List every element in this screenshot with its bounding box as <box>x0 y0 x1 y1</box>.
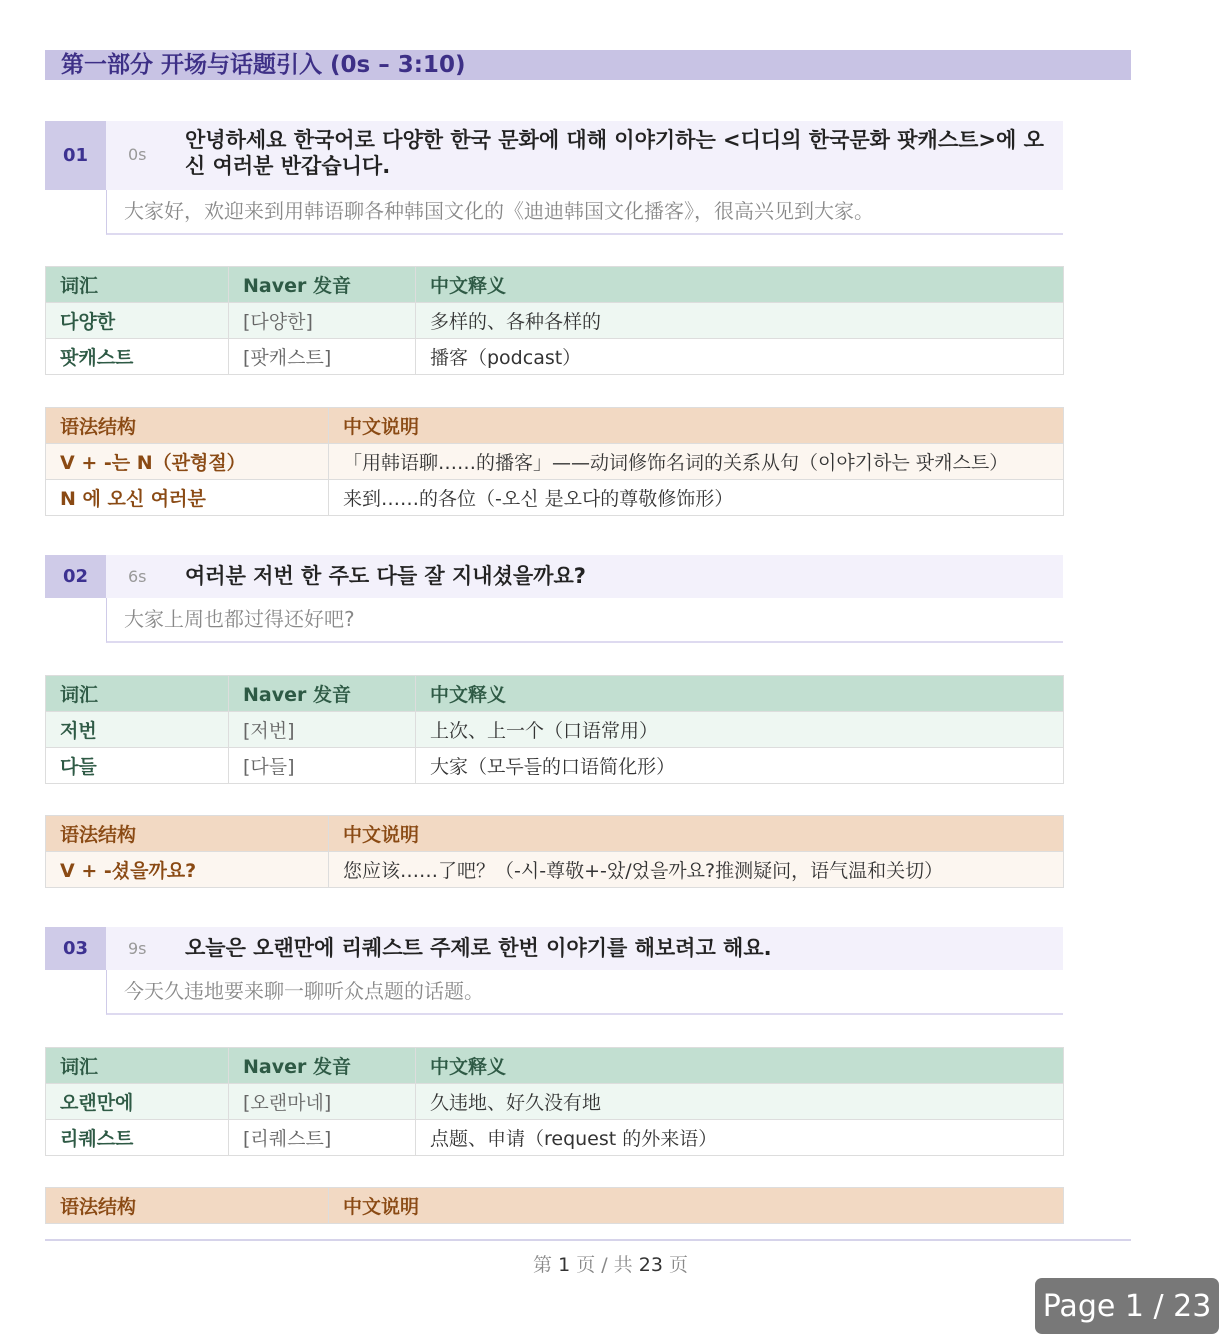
header-cell: 中文释义 <box>416 267 1064 303</box>
header-cell: 中文释义 <box>416 676 1064 712</box>
header-cell: 中文说明 <box>329 408 1064 444</box>
chinese-translation: 大家上周也都过得还好吧? <box>124 607 355 631</box>
header-cell: 语法结构 <box>46 1188 329 1224</box>
table-row <box>46 748 1064 784</box>
sentence-korean-row <box>45 555 1063 598</box>
vocab-word: 리퀘스트 <box>46 1120 229 1156</box>
timestamp: 9s <box>128 939 147 958</box>
vocab-pronunciation: [리퀘스트] <box>229 1120 416 1156</box>
vocab-word: 팟캐스트 <box>46 339 229 375</box>
header-cell: 词汇 <box>46 267 229 303</box>
table-row <box>46 852 1064 888</box>
timestamp: 0s <box>128 145 147 164</box>
footer-mid: 页 / 共 <box>576 1254 633 1276</box>
grammar-note: 「用韩语聊……的播客」——动词修饰名词的关系从句（이야기하는 팟캐스트） <box>329 444 1064 480</box>
header-cell: Naver 发音 <box>229 1048 416 1084</box>
header-cell: 中文释义 <box>416 1048 1064 1084</box>
vocab-meaning: 大家（모두들的口语简化形） <box>416 748 1064 784</box>
sentence-korean-row <box>45 927 1063 970</box>
table-header-row <box>46 676 1064 712</box>
korean-sentence: 오늘은 오랜만에 리퀘스트 주제로 한번 이야기를 해보려고 해요. <box>185 936 772 960</box>
header-cell: Naver 发音 <box>229 267 416 303</box>
vocab-table <box>45 1047 1064 1156</box>
vocab-word: 다들 <box>46 748 229 784</box>
table-header-row <box>46 816 1064 852</box>
sentence-block <box>45 927 1063 1015</box>
vocab-word: 다양한 <box>46 303 229 339</box>
vocab-pronunciation: [오랜마네] <box>229 1084 416 1120</box>
sentence-number: 03 <box>45 927 106 970</box>
footer-divider <box>45 1239 1131 1241</box>
table-header-row <box>46 267 1064 303</box>
grammar-pattern: N 에 오신 여러분 <box>46 480 329 516</box>
table-row <box>46 303 1064 339</box>
grammar-pattern: V + -셨을까요? <box>46 852 329 888</box>
sentence-korean-row <box>45 121 1063 190</box>
sentence-number: 01 <box>45 121 106 190</box>
vocab-pronunciation: [팟캐스트] <box>229 339 416 375</box>
vocab-word: 저번 <box>46 712 229 748</box>
sentence-block <box>45 121 1063 235</box>
table-row <box>46 712 1064 748</box>
vocab-pronunciation: [다들] <box>229 748 416 784</box>
grammar-pattern: V + -는 N（관형절） <box>46 444 329 480</box>
grammar-note: 您应该……了吧？（-시-尊敬+-았/었을까요?推测疑问，语气温和关切） <box>329 852 1064 888</box>
table-header-row <box>46 408 1064 444</box>
page-indicator-badge: Page 1 / 23 <box>1035 1278 1219 1334</box>
korean-sentence: 안녕하세요 한국어로 다양한 한국 문화에 대해 이야기하는 <디디의 한국문화 팟캐스트>에 오신 여러분 반갑습니다. <box>185 128 1044 178</box>
vocab-word: 오랜만에 <box>46 1084 229 1120</box>
vocab-meaning: 播客（podcast） <box>416 339 1064 375</box>
vocab-pronunciation: [다양한] <box>229 303 416 339</box>
vocab-meaning: 久违地、好久没有地 <box>416 1084 1064 1120</box>
sentence-block <box>45 555 1063 643</box>
grammar-table <box>45 407 1064 516</box>
vocab-meaning: 多样的、各种各样的 <box>416 303 1064 339</box>
translation-row <box>106 598 1063 643</box>
table-header-row <box>46 1188 1064 1224</box>
timestamp: 6s <box>128 567 147 586</box>
footer-total-pages: 23 <box>638 1254 663 1276</box>
grammar-table <box>45 1187 1064 1224</box>
vocab-table <box>45 266 1064 375</box>
header-cell: 中文说明 <box>329 816 1064 852</box>
section-title: 第一部分 开场与话题引入 (0s – 3:10) <box>61 52 466 78</box>
footer-page-number: 1 <box>558 1254 571 1276</box>
translation-row <box>106 190 1063 235</box>
grammar-table <box>45 815 1064 888</box>
footer-prefix: 第 <box>533 1254 553 1276</box>
header-cell: 词汇 <box>46 676 229 712</box>
sentence-number: 02 <box>45 555 106 598</box>
vocab-pronunciation: [저번] <box>229 712 416 748</box>
table-row <box>46 1084 1064 1120</box>
table-row <box>46 339 1064 375</box>
page-footer <box>0 1250 1221 1277</box>
table-row <box>46 480 1064 516</box>
footer-suffix: 页 <box>668 1254 688 1276</box>
header-cell: 中文说明 <box>329 1188 1064 1224</box>
header-cell: 语法结构 <box>46 816 329 852</box>
table-row <box>46 444 1064 480</box>
section-header <box>45 50 1131 80</box>
vocab-meaning: 上次、上一个（口语常用） <box>416 712 1064 748</box>
header-cell: Naver 发音 <box>229 676 416 712</box>
vocab-meaning: 点题、申请（request 的外来语） <box>416 1120 1064 1156</box>
chinese-translation: 今天久违地要来聊一聊听众点题的话题。 <box>124 979 484 1003</box>
table-row <box>46 1120 1064 1156</box>
korean-sentence: 여러분 저번 한 주도 다들 잘 지내셨을까요? <box>185 564 586 588</box>
chinese-translation: 大家好，欢迎来到用韩语聊各种韩国文化的《迪迪韩国文化播客》，很高兴见到大家。 <box>124 199 874 223</box>
grammar-note: 来到……的各位（-오신 是오다的尊敬修饰形） <box>329 480 1064 516</box>
table-header-row <box>46 1048 1064 1084</box>
translation-row <box>106 970 1063 1015</box>
vocab-table <box>45 675 1064 784</box>
header-cell: 词汇 <box>46 1048 229 1084</box>
header-cell: 语法结构 <box>46 408 329 444</box>
